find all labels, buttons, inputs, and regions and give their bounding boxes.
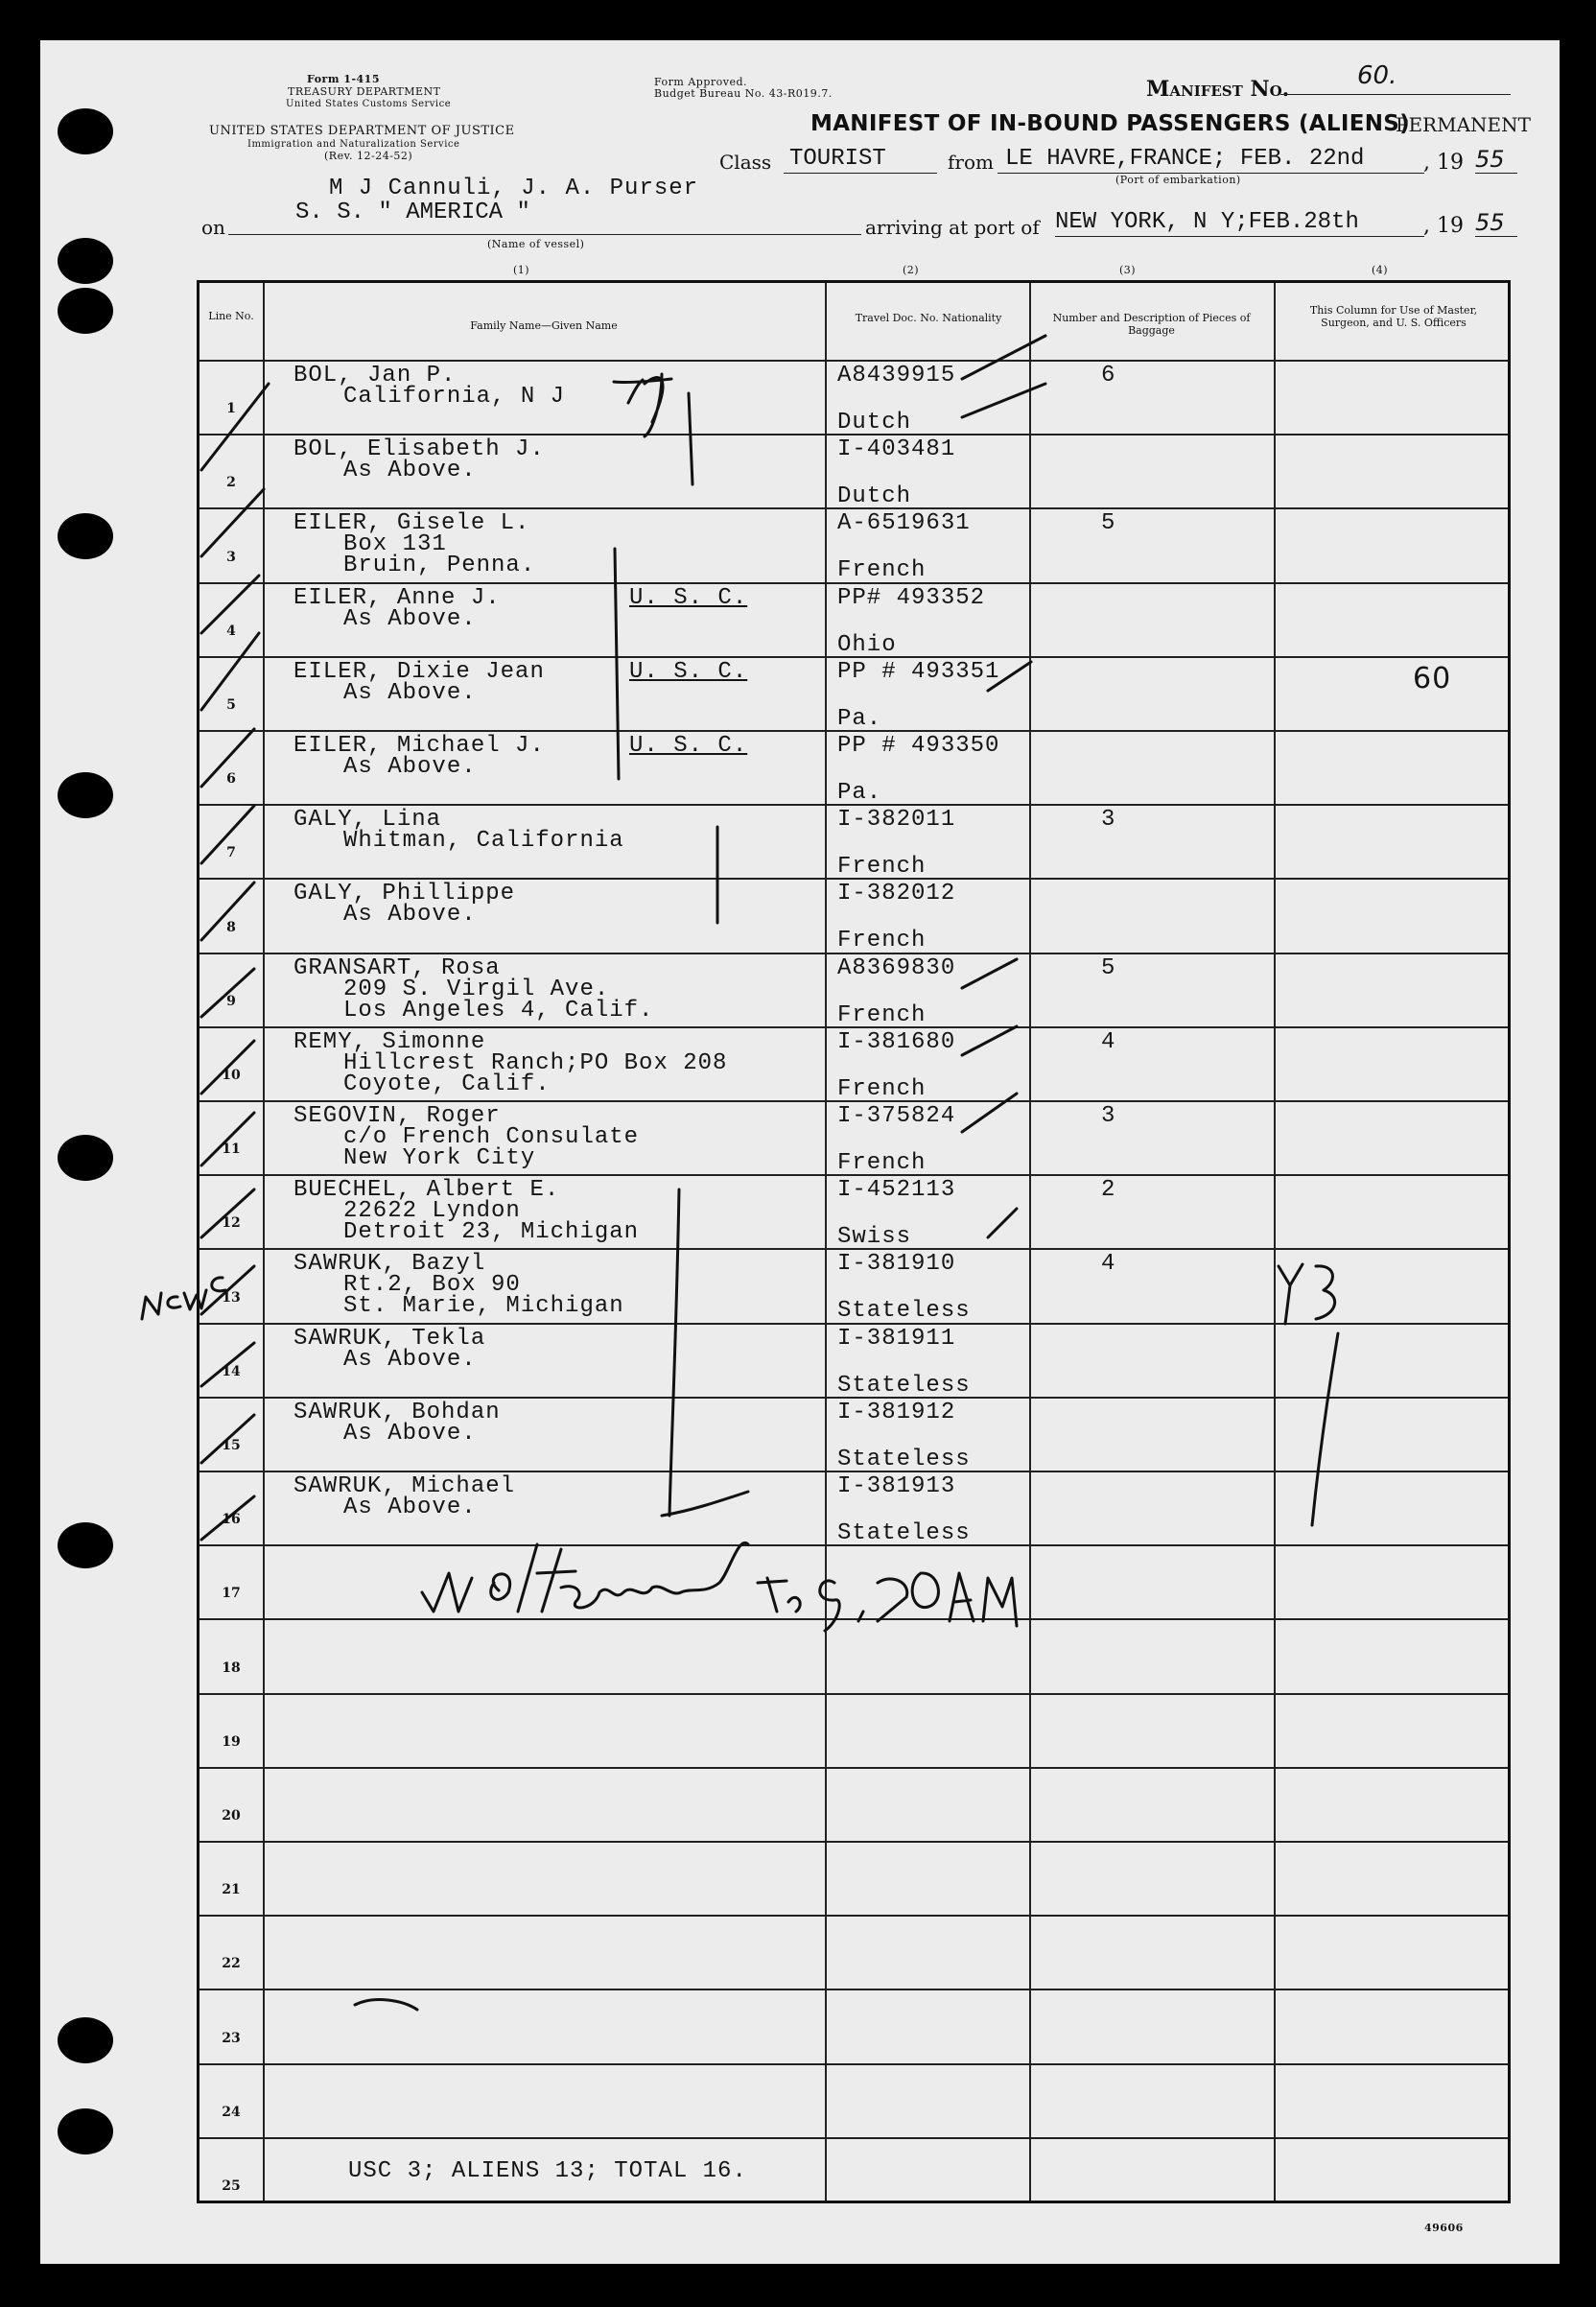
annotation-strokes (201, 336, 1045, 2010)
travel-doc-number: I-375824 (837, 1103, 956, 1129)
class-label: Class (719, 151, 772, 174)
nationality: Stateless (837, 1446, 971, 1472)
passenger-name: SAWRUK, Michael (293, 1473, 516, 1499)
passenger-name: SAWRUK, Bohdan (293, 1399, 501, 1425)
margin-note-mark (142, 1278, 225, 1319)
nationality: Stateless (837, 1372, 971, 1399)
passenger-name: REMY, Simonne (293, 1028, 486, 1055)
line-number: 17 (222, 1586, 241, 1602)
baggage-count: 3 (1101, 807, 1116, 834)
nationality: Ohio (837, 631, 897, 658)
purser-line: M J Cannuli, J. A. Purser (329, 176, 699, 201)
on-label: on (201, 216, 225, 239)
passenger-address-2: Coyote, Calif. (343, 1071, 551, 1097)
from-value: LE HAVRE,FRANCE; FEB. 22nd (1005, 146, 1365, 172)
travel-doc-number: I-381912 (837, 1399, 956, 1425)
officer-initials-mark (1279, 1264, 1338, 1525)
passenger-address-1: Box 131 (343, 531, 447, 558)
line-number: 14 (222, 1363, 241, 1379)
nationality: French (837, 1150, 927, 1176)
baggage-count: 3 (1101, 1103, 1116, 1129)
travel-doc-number: I-381680 (837, 1028, 956, 1055)
baggage-count: 4 (1101, 1251, 1116, 1278)
vessel-note: (Name of vessel) (487, 238, 585, 250)
nationality: Pa. (837, 705, 882, 732)
passenger-address-2: Detroit 23, Michigan (343, 1219, 640, 1246)
arriving-value: NEW YORK, N Y;FEB.28th (1055, 209, 1359, 235)
form-code: 49606 (1424, 2222, 1464, 2234)
vessel-value: S. S. " AMERICA " (295, 200, 530, 225)
totals-summary: USC 3; ALIENS 13; TOTAL 16. (348, 2157, 747, 2184)
nationality: French (837, 854, 927, 881)
passenger-address-1: 22622 Lyndon (343, 1198, 521, 1225)
arriving-label: arriving at port of (865, 216, 1040, 239)
nationality: French (837, 928, 927, 954)
line-number: 1 (226, 401, 236, 417)
treasury-department: TREASURY DEPARTMENT (288, 85, 441, 98)
line-number: 24 (222, 2104, 241, 2120)
header-officers: This Column for Use of Master, Surgeon, and U. S. Officers (1309, 304, 1478, 329)
baggage-count: 2 (1101, 1177, 1116, 1204)
manifest-no-value: 60. (1357, 61, 1397, 90)
customs-service: United States Customs Service (286, 99, 452, 109)
line-number: 5 (226, 696, 236, 713)
passenger-address-1: As Above. (343, 1420, 477, 1447)
manifest-title: MANIFEST OF IN-BOUND PASSENGERS (ALIENS) (810, 111, 1410, 136)
nationality: Stateless (837, 1298, 971, 1325)
travel-doc-number: PP # 493351 (837, 658, 1000, 685)
line-number: 4 (226, 623, 236, 639)
travel-doc-number: I-381913 (837, 1473, 956, 1499)
line-number: 11 (222, 1142, 241, 1158)
travel-doc-number: A8439915 (837, 363, 956, 388)
passenger-address-1: Whitman, California (343, 828, 624, 855)
passenger-address-1: Rt.2, Box 90 (343, 1272, 521, 1299)
travel-doc-number: I-381911 (837, 1325, 956, 1352)
travel-doc-number: I-381910 (837, 1251, 956, 1278)
passenger-name: EILER, Michael J. (293, 733, 545, 759)
passenger-address-1: As Above. (343, 754, 477, 780)
passenger-address-2: Los Angeles 4, Calif. (343, 997, 654, 1024)
line-number: 16 (222, 1512, 241, 1528)
line-number: 7 (226, 845, 236, 861)
travel-doc-number: A-6519631 (837, 510, 971, 537)
from-label: from (948, 151, 994, 174)
passenger-address-1: As Above. (343, 605, 477, 632)
travel-doc-number: A8369830 (837, 954, 956, 981)
baggage-count: 6 (1101, 363, 1116, 388)
travel-doc-number: I-452113 (837, 1177, 956, 1204)
line-number: 23 (222, 2030, 241, 2046)
header-baggage: Number and Description of Pieces of Baggage (1052, 312, 1251, 337)
column-number-2: (2) (903, 264, 920, 276)
citizenship-mark: U. S. C. (629, 584, 748, 611)
passenger-address-1: 209 S. Virgil Ave. (343, 976, 610, 1002)
line-number: 18 (222, 1660, 241, 1676)
passenger-name: SAWRUK, Bazyl (293, 1251, 486, 1278)
header-travel-doc: Travel Doc. No. Nationality (855, 312, 1002, 324)
nationality: Dutch (837, 410, 912, 436)
time-mark (758, 1573, 1017, 1631)
travel-doc-number: PP# 493352 (837, 584, 986, 611)
line-number: 15 (222, 1437, 241, 1453)
passenger-name: EILER, Dixie Jean (293, 658, 545, 685)
header-line-no: Line No. (208, 310, 254, 322)
passenger-name: SEGOVIN, Roger (293, 1103, 501, 1129)
nationality: Pa. (837, 780, 882, 806)
nationality: French (837, 1075, 927, 1102)
justice-department: UNITED STATES DEPARTMENT OF JUSTICE (209, 124, 515, 138)
line-number: 9 (226, 993, 236, 1009)
passenger-address-1: As Above. (343, 902, 477, 929)
passenger-name: GALY, Lina (293, 807, 442, 834)
arr-year-value: 55 (1475, 209, 1505, 236)
port-embark-note: (Port of embarkation) (1115, 174, 1241, 186)
passenger-name: BOL, Jan P. (293, 363, 457, 388)
passenger-address-1: As Above. (343, 458, 477, 484)
line-number: 20 (222, 1807, 241, 1824)
passenger-address-1: Hillcrest Ranch;PO Box 208 (343, 1049, 728, 1076)
column-number-3: (3) (1119, 264, 1137, 276)
budget-bureau: Budget Bureau No. 43-R019.7. (654, 87, 833, 100)
passenger-name: GALY, Phillippe (293, 881, 516, 907)
travel-doc-number: I-382011 (837, 807, 956, 834)
signature-mark (422, 1542, 748, 1612)
form-approved: Form Approved. (654, 76, 748, 88)
nationality: Dutch (837, 483, 912, 510)
from-year-prefix: , 19 (1423, 151, 1464, 175)
nationality: French (837, 1001, 927, 1028)
passenger-address-2: Bruin, Penna. (343, 553, 536, 579)
nationality: French (837, 557, 927, 584)
nationality: Stateless (837, 1520, 971, 1546)
passenger-address-1: As Above. (343, 1495, 477, 1520)
baggage-count: 5 (1101, 510, 1116, 537)
baggage-count: 4 (1101, 1028, 1116, 1055)
line-number: 22 (222, 1956, 241, 1972)
line-number: 25 (222, 2178, 241, 2194)
passenger-address-1: As Above. (343, 1346, 477, 1373)
passenger-address-2: New York City (343, 1145, 536, 1171)
line-number: 2 (226, 475, 236, 491)
citizenship-mark: U. S. C. (629, 658, 748, 685)
baggage-count: 5 (1101, 954, 1116, 981)
travel-doc-number: I-382012 (837, 881, 956, 907)
line-number: 19 (222, 1733, 241, 1750)
manifest-no-label: Manifest No. (1146, 77, 1290, 102)
class-value: TOURIST (789, 146, 886, 172)
header-family-name: Family Name—Given Name (470, 319, 618, 332)
passenger-address-1: As Above. (343, 679, 477, 706)
passenger-address-1: California, N J (343, 384, 566, 410)
line-number: 13 (222, 1289, 241, 1306)
ins-service: Immigration and Naturalization Service (247, 139, 460, 150)
permanent-label: PERMANENT (1396, 113, 1531, 136)
passenger-name: EILER, Gisele L. (293, 510, 530, 537)
column-number-4: (4) (1372, 264, 1389, 276)
nationality: Swiss (837, 1224, 912, 1251)
travel-doc-number: I-403481 (837, 436, 956, 463)
passenger-name: GRANSART, Rosa (293, 954, 501, 981)
passenger-name: BUECHEL, Albert E. (293, 1177, 560, 1204)
column-number-1: (1) (513, 264, 530, 276)
citizenship-mark: U. S. C. (629, 733, 748, 759)
passenger-name: EILER, Anne J. (293, 584, 501, 611)
passenger-address-1: c/o French Consulate (343, 1124, 640, 1150)
travel-doc-number: PP # 493350 (837, 733, 1000, 759)
passenger-name: SAWRUK, Tekla (293, 1325, 486, 1352)
passenger-address-2: St. Marie, Michigan (343, 1293, 624, 1320)
revision: (Rev. 12-24-52) (324, 150, 413, 162)
line-number: 8 (226, 919, 236, 935)
line-number: 10 (222, 1067, 241, 1083)
line-number: 6 (226, 771, 236, 788)
arr-year-prefix: , 19 (1423, 214, 1464, 238)
line-number: 3 (226, 549, 236, 565)
passenger-name: BOL, Elisabeth J. (293, 436, 545, 463)
from-year-value: 55 (1475, 146, 1505, 173)
line-number: 21 (222, 1882, 241, 1898)
line-number: 12 (222, 1215, 241, 1232)
officer-note: 60 (1413, 661, 1452, 695)
form-number: Form 1-415 (307, 73, 380, 85)
